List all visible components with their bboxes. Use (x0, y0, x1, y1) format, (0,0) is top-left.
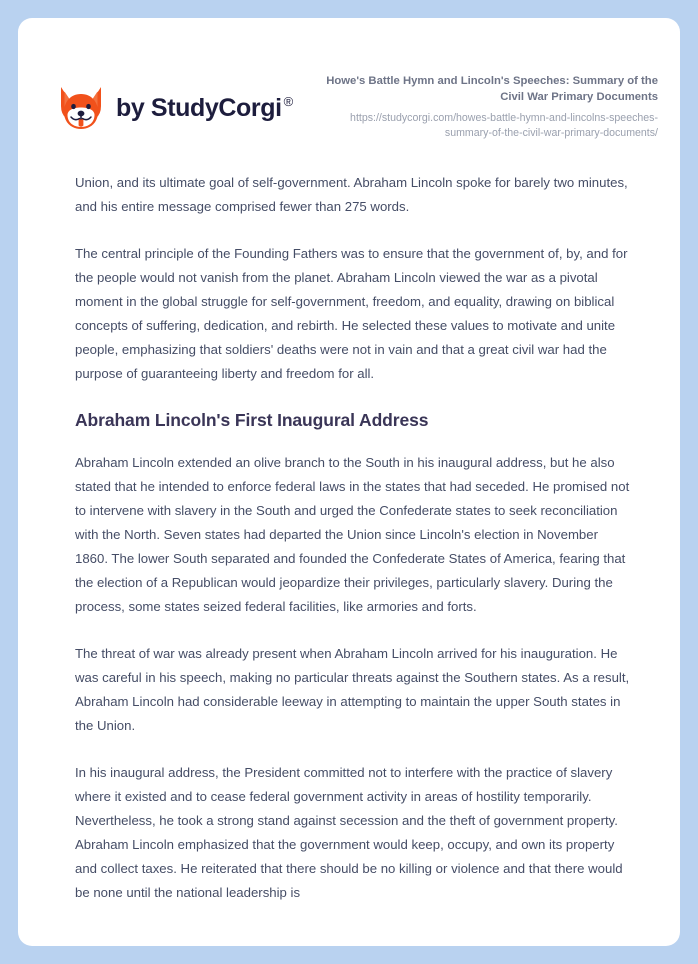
brand-logo-group (58, 70, 293, 132)
header-metadata (308, 70, 658, 141)
document-url[interactable]: https://studycorgi.com/howes-battle-hymn-and-lincolns-speeches-summary-of-the-civil-war-primary-documents/ (350, 112, 658, 140)
registered-trademark-icon: ® (283, 94, 293, 110)
paragraph: The central principle of the Founding Fathers was to ensure that the government of, by, and for the people would not vanish from the planet. Abraham Lincoln viewed the war as a pivotal moment in the global struggle for self-government, freedom, and equality, drawing on biblical concepts of suffering, dedication, and rebirth. He selected these values to motivate and unite people, emphasizing that soldiers' deaths were not in vain and that a great civil war had the purpose of guaranteeing liberty and freedom for all. (75, 246, 628, 382)
paragraph: Union, and its ultimate goal of self-government. Abraham Lincoln spoke for barely two minutes, and his entire message comprised fewer than 275 words. (75, 175, 628, 215)
brand-wordmark (116, 94, 293, 123)
document-page (18, 18, 680, 946)
paragraph: Abraham Lincoln extended an olive branch to the South in his inaugural address, but he also stated that he intended to enforce federal laws in the states that had seceded. He promised not to intervene with slavery in the South and urged the Confederate states to seek reconciliation with the North. Seven states had departed the Union since Lincoln's election in November 1860. The lower South separated and founded the Confederate States of America, fearing that the election of a Republican would jeopardize their privileges, particularly slavery. During the process, some states seized federal facilities, like armories and forts. (75, 454, 630, 614)
document-header (18, 18, 680, 141)
paragraph: The threat of war was already present when Abraham Lincoln arrived for his inauguration. He was careful in his speech, making no particular threats against the Southern states. As a result, Abraham Lincoln had considerable leeway in attempting to maintain the upper South states in the Union. (75, 645, 630, 733)
paragraph: In his inaugural address, the President committed not to interfere with the practice of slavery where it existed and to cease federal government activity in areas of hostility temporarily. Nevertheless, he took a strong stand against secession and the theft of government property. Abraham Lincoln emphasized that the government would keep, occupy, and own its property and collect taxes. He reiterated that there should be no killing or violence and that there would be none until the national leadership is (75, 764, 623, 900)
corgi-logo-icon (58, 84, 104, 132)
document-body (18, 141, 680, 905)
document-title: Howe's Battle Hymn and Lincoln's Speeches: Summary of the Civil War Primary Documents (326, 75, 658, 103)
brand-wordmark-text: by StudyCorgi (116, 93, 282, 122)
section-heading: Abraham Lincoln's First Inaugural Address (75, 410, 429, 431)
